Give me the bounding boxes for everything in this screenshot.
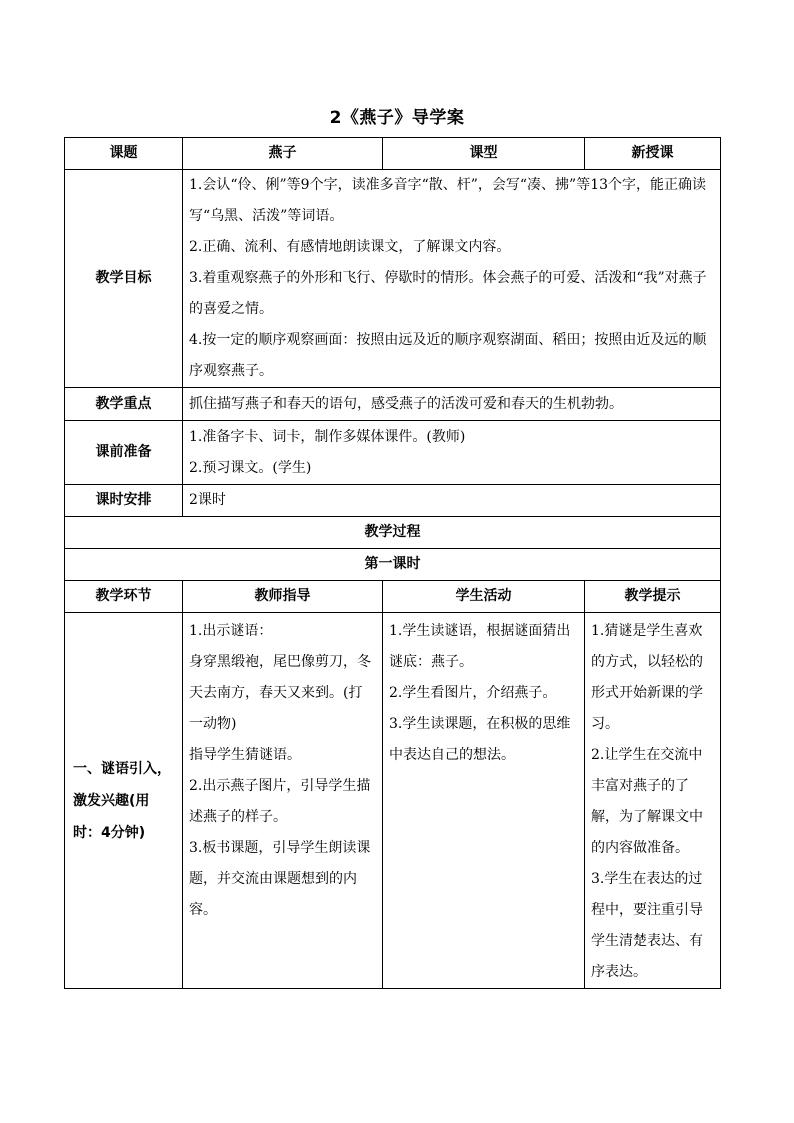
topic-value: 燕子	[183, 138, 383, 170]
stage1-hint	[585, 613, 721, 989]
topic-label: 课题	[65, 138, 183, 170]
lesson-title: 第一课时	[65, 549, 721, 581]
process-header-row	[65, 581, 721, 613]
teacher-step: 3.板书课题，引导学生朗读课题，并交流由课题想到的内容。	[189, 840, 371, 918]
hint-item: 1.猜谜是学生喜欢的方式，以轻松的形式开始新课的学习。	[591, 623, 703, 732]
type-label: 课型	[383, 138, 585, 170]
schedule-label: 课时安排	[65, 485, 183, 517]
prep-item: 2.预习课文。(学生)	[189, 459, 312, 476]
prep-content	[183, 421, 721, 485]
goal-item: 1.会认“伶、俐”等9个字，读准多音字“散、杆”，会写“凑、拂”等13个字，能正确读写“乌黑、活泼”等词语。	[189, 177, 707, 224]
goal-item: 3.着重观察燕子的外形和飞行、停歇时的情形。体会燕子的可爱、活泼和“我”对燕子的喜爱之情。	[189, 270, 707, 317]
student-step: 2.学生看图片，介绍燕子。	[389, 685, 557, 701]
key-points-row	[65, 388, 721, 421]
hint-header: 教学提示	[585, 581, 721, 613]
process-title-row	[65, 517, 721, 549]
teacher-step: 身穿黑缎袍，尾巴像剪刀，冬天去南方，春天又来到。(打一动物)	[189, 654, 371, 732]
goals-content	[183, 170, 721, 388]
hint-item: 3.学生在表达的过程中，要注重引导学生清楚表达、有序表达。	[591, 871, 703, 980]
key-points-label: 教学重点	[65, 388, 183, 421]
lesson-plan-table	[64, 137, 721, 989]
goal-item: 2.正确、流利、有感情地朗读课文，了解课文内容。	[189, 239, 511, 255]
student-step: 3.学生读课题，在积极的思维中表达自己的想法。	[389, 716, 571, 763]
student-step: 1.学生读谜语，根据谜面猜出谜底：燕子。	[389, 623, 571, 670]
stage-header: 教学环节	[65, 581, 183, 613]
process-title: 教学过程	[65, 517, 721, 549]
stage1-student	[383, 613, 585, 989]
teacher-header: 教师指导	[183, 581, 383, 613]
stage1-name: 一、谜语引入，激发兴趣(用时：4分钟)	[65, 613, 183, 989]
hint-item: 2.让学生在交流中丰富对燕子的了解，为了解课文中的内容做准备。	[591, 747, 703, 856]
teacher-step: 指导学生猜谜语。	[189, 747, 301, 763]
schedule-value: 2课时	[183, 485, 721, 517]
lesson-title-row	[65, 549, 721, 581]
type-value: 新授课	[585, 138, 721, 170]
prep-row	[65, 421, 721, 485]
student-header: 学生活动	[383, 581, 585, 613]
goals-label: 教学目标	[65, 170, 183, 388]
teacher-step: 2.出示燕子图片，引导学生描述燕子的样子。	[189, 778, 371, 825]
stage1-row	[65, 613, 721, 989]
goals-row	[65, 170, 721, 388]
goal-item: 4.按一定的顺序观察画面：按照由远及近的顺序观察湖面、稻田；按照由近及远的顺序观察燕子。	[189, 332, 707, 379]
schedule-row	[65, 485, 721, 517]
document-title: 2《燕子》导学案	[329, 108, 465, 128]
key-points-value: 抓住描写燕子和春天的语句，感受燕子的活泼可爱和春天的生机勃勃。	[183, 388, 721, 421]
teacher-step: 1.出示谜语：	[189, 623, 273, 639]
header-row	[65, 138, 721, 170]
stage1-teacher	[183, 613, 383, 989]
prep-item: 1.准备字卡、词卡，制作多媒体课件。(教师)	[189, 428, 466, 445]
prep-label: 课前准备	[65, 421, 183, 485]
